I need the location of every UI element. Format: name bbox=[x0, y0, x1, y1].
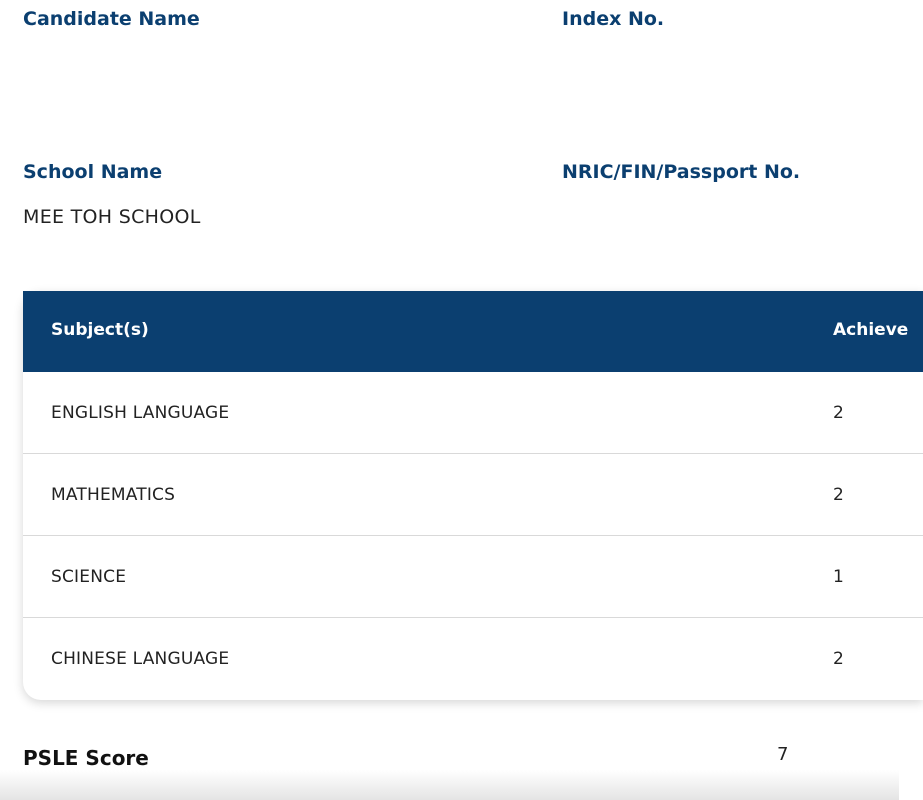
subject-cell: ENGLISH LANGUAGE bbox=[51, 403, 230, 423]
subject-cell: CHINESE LANGUAGE bbox=[51, 649, 230, 669]
table-header bbox=[23, 291, 923, 372]
table-row bbox=[23, 536, 923, 618]
table-row bbox=[23, 618, 923, 700]
subject-cell: SCIENCE bbox=[51, 567, 127, 587]
table-row bbox=[23, 372, 923, 454]
achievement-level-cell: 2 bbox=[833, 649, 845, 669]
table-row bbox=[23, 454, 923, 536]
candidate-name-label: Candidate Name bbox=[23, 8, 200, 30]
psle-score-label: PSLE Score bbox=[23, 746, 149, 770]
results-table bbox=[23, 291, 923, 700]
achievement-level-cell: 2 bbox=[833, 403, 845, 423]
school-name-label: School Name bbox=[23, 161, 163, 183]
achievement-column-header: Achieve bbox=[833, 320, 909, 340]
achievement-level-cell: 1 bbox=[833, 567, 845, 587]
psle-score-value: 7 bbox=[777, 744, 789, 765]
id-number-label: NRIC/FIN/Passport No. bbox=[562, 161, 801, 183]
achievement-level-cell: 2 bbox=[833, 485, 845, 505]
subject-cell: MATHEMATICS bbox=[51, 485, 176, 505]
index-number-label: Index No. bbox=[562, 8, 665, 30]
school-name-value: MEE TOH SCHOOL bbox=[23, 206, 201, 228]
scroll-fade bbox=[0, 770, 899, 800]
subject-column-header: Subject(s) bbox=[51, 320, 149, 340]
